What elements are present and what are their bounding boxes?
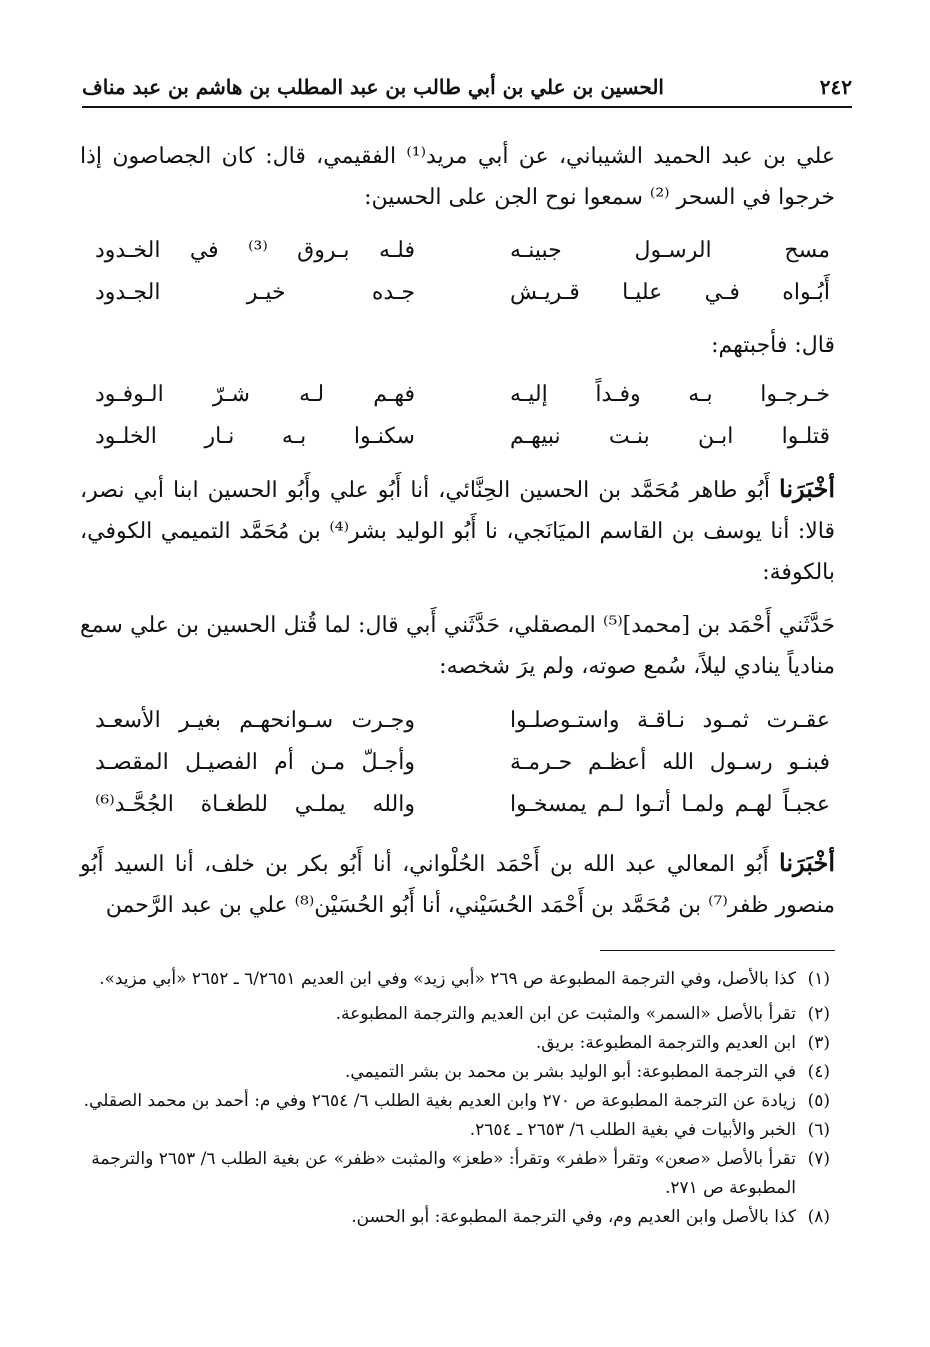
akhbarana-word: أخْبَرَنا bbox=[779, 474, 835, 503]
footnote-text: الخبر والأبيات في بغية الطلب ٦/ ٢٦٥٣ ـ ٢٦٥٤. bbox=[469, 1120, 796, 1140]
akhbarana-word: أخْبَرَنا bbox=[779, 848, 835, 877]
footnote-number: (٥) bbox=[807, 1091, 830, 1111]
verse-second-hemistich: جـده خيـر الجـدود bbox=[95, 279, 415, 305]
footnote-number: (٣) bbox=[807, 1033, 830, 1053]
verse-first-hemistich: قتلـوا ابـن بنـت نبيهـم bbox=[510, 423, 830, 449]
verse-first-hemistich: مسح الرسـول جبينـه bbox=[510, 237, 830, 263]
footnote-number: (٧) bbox=[807, 1149, 830, 1169]
verse-first-hemistich: خـرجـوا بـه وفـداً إليـه bbox=[510, 381, 830, 407]
verse-first-hemistich: فبنـو رسـول الله أعظـم حـرمـة bbox=[510, 749, 830, 775]
paragraph-text: قال: فأجبتهم: bbox=[711, 333, 835, 358]
page-number: ٢٤٢ bbox=[819, 75, 852, 99]
footnote-text: تقرأ بالأصل «صعن» وتقرأ «طفر» وتقرأ: «طعز» والمثبت «ظفر» عن بغية الطلب ٦/ ٢٦٥٣ والترجمة المطبوعة ص ٢٧١. bbox=[91, 1149, 796, 1198]
running-title: الحسين بن علي بن أبي طالب بن عبد المطلب بن هاشم بن عبد مناف bbox=[82, 75, 664, 99]
footnote-text: كذا بالأصل، وفي الترجمة المطبوعة ص ٢٦٩ «أبي زيد» وفي ابن العديم ٦/٢٦٥١ ـ ٢٦٥٢ «أبي مزيد». bbox=[99, 969, 796, 989]
footnote bbox=[80, 1000, 830, 1029]
footnote-text: في الترجمة المطبوعة: أبو الوليد بشر بن محمد بن بشر التميمي. bbox=[344, 1062, 796, 1082]
header-rule bbox=[82, 106, 852, 108]
footnote bbox=[80, 1116, 830, 1145]
paragraph-1 bbox=[80, 136, 835, 218]
verse-first-hemistich: عقـرت ثمـود نـاقـة واستـوصلـوا bbox=[510, 707, 830, 733]
paragraph-4 bbox=[80, 842, 835, 926]
paragraph-2 bbox=[80, 468, 835, 593]
verse-line bbox=[80, 783, 835, 825]
verse-line bbox=[80, 741, 835, 783]
footnote bbox=[80, 1145, 830, 1203]
footnote bbox=[80, 1087, 830, 1116]
footnote bbox=[80, 1058, 830, 1087]
paragraph-text: أَبُو طاهر مُحَمَّد بن الحسين الحِنَّائي، أنا أَبُو علي وأَبُو الحسين ابنا أبي نصر، قالا: أنا يوسف بن القاسم الميَانَجي، نا أَبُو الوليد بشر⁽⁴⁾ بن مُحَمَّد التميمي الكوفي، بالكوفة: bbox=[80, 478, 835, 585]
footnote bbox=[80, 1203, 830, 1232]
paragraph-text: حَدَّثَني أَحْمَد بن [محمد]⁽⁵⁾ المصقلي، حَدَّثَني أَبي قال: لما قُتل الحسين بن علي سمع منادياً ينادي ليلاً، سُمع صوته، ولم يرَ شخصه: bbox=[80, 613, 835, 679]
verse-second-hemistich: وجـرت سـوانحهـم بغيـر الأسعـد bbox=[95, 707, 415, 733]
verse-block-3 bbox=[80, 699, 835, 825]
verse-line bbox=[80, 373, 835, 415]
verse-second-hemistich: والله يملـي للطغـاة الجُحَّـد⁽⁶⁾ bbox=[95, 791, 415, 817]
footnote-text: ابن العديم والترجمة المطبوعة: بريق. bbox=[535, 1033, 796, 1053]
verse-line bbox=[80, 699, 835, 741]
verse-second-hemistich: فلـه بـروق ⁽³⁾ في الخـدود bbox=[95, 237, 415, 263]
footnote-number: (٦) bbox=[807, 1120, 830, 1140]
footnote-text: زيادة عن الترجمة المطبوعة ص ٢٧٠ وابن العديم بغية الطلب ٦/ ٢٦٥٤ وفي م: أحمد بن محمد الصقلي. bbox=[83, 1091, 796, 1111]
page-header bbox=[82, 70, 852, 104]
footnote bbox=[80, 1029, 830, 1058]
footnote bbox=[80, 965, 830, 994]
verse-second-hemistich: وأجـلّ مـن أم الفصيـل المقصـد bbox=[95, 749, 415, 775]
footnotes bbox=[80, 965, 830, 1232]
paragraph-qala bbox=[80, 325, 835, 366]
verse-first-hemistich: عجبـاً لهـم ولمـا أتـوا لـم يمسخـوا bbox=[510, 791, 830, 817]
verse-second-hemistich: سكنـوا بـه نـار الخلـود bbox=[95, 423, 415, 449]
footnote-number: (٢) bbox=[807, 1004, 830, 1024]
verse-second-hemistich: فهـم لـه شـرّ الـوفـود bbox=[95, 381, 415, 407]
verse-first-hemistich: أَبُـواه فـي عليـا قـريـش bbox=[510, 279, 830, 305]
verse-block-1 bbox=[80, 229, 835, 313]
footnote-rule bbox=[600, 950, 835, 951]
verse-line bbox=[80, 271, 835, 313]
verse-line bbox=[80, 229, 835, 271]
paragraph-3 bbox=[80, 605, 835, 687]
paragraph-text: أَبُو المعالي عبد الله بن أَحْمَد الحُلْواني، أنا أَبُو بكر بن خلف، أنا السيد أَبُو منصور ظفر⁽⁷⁾ بن مُحَمَّد بن أَحْمَد الحُسَيْني، أنا أَبُو الحُسَيْن⁽⁸⁾ علي بن عبد الرَّحمن bbox=[80, 852, 835, 918]
paragraph-text: علي بن عبد الحميد الشيباني، عن أبي مريد⁽¹⁾ الفقيمي، قال: كان الجصاصون إذا خرجوا في السحر ⁽²⁾ سمعوا نوح الجن على الحسين: bbox=[80, 144, 835, 210]
footnote-number: (١) bbox=[807, 969, 830, 989]
footnote-number: (٤) bbox=[807, 1062, 830, 1082]
verse-block-2 bbox=[80, 373, 835, 457]
verse-line bbox=[80, 415, 835, 457]
footnote-text: تقرأ بالأصل «السمر» والمثبت عن ابن العديم والترجمة المطبوعة. bbox=[335, 1004, 796, 1024]
footnote-text: كذا بالأصل وابن العديم وم، وفي الترجمة المطبوعة: أبو الحسن. bbox=[351, 1207, 796, 1227]
footnote-number: (٨) bbox=[807, 1207, 830, 1227]
